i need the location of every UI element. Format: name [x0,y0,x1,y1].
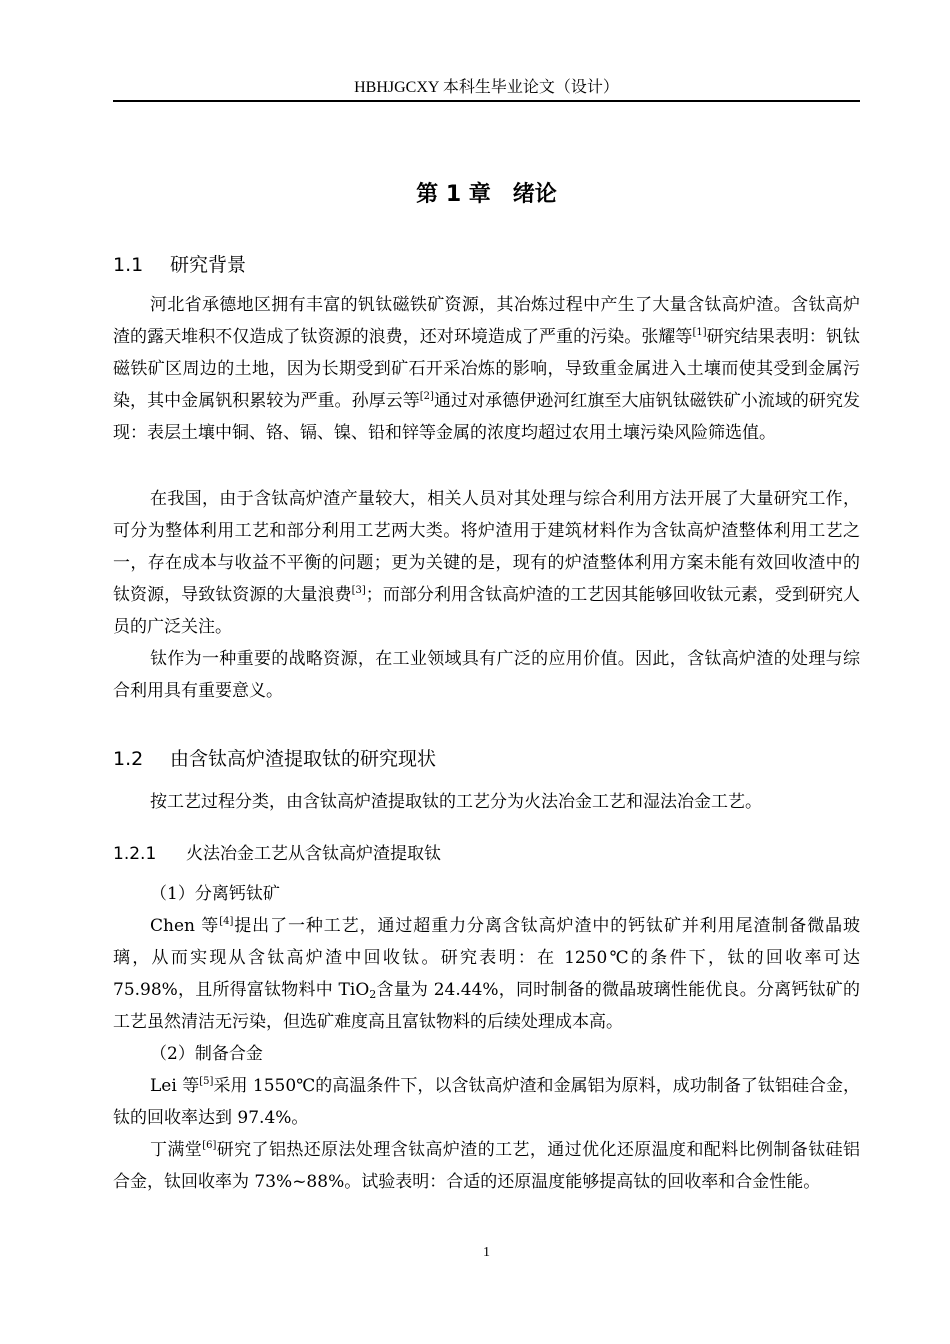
paragraph-lei [113,1070,860,1134]
text-run: 研究了铝热还原法处理含钛高炉渣的工艺，通过优化还原温度和配料比例制备钛硅铝合金，钛回收率为 73%~88%。试验表明：合适的还原温度能够提高钛的回收率和合金性能。 [113,1140,860,1192]
page-number: 1 [483,1245,490,1260]
subheading-alloy: （2）制备合金 [150,1044,263,1064]
text-run: 提出了一种工艺，通过超重力分离含钛高炉渣中的钙钛矿并利用尾渣制备微晶玻璃，从而实现从含钛高炉渣中回收钛。研究表明：在 1250℃的条件下，钛的回收率可达 75.98%，且所得富钛物料中 TiO [113,916,861,1000]
text-run: 河北省承德地区拥有丰富的钒钛磁铁矿资源，其冶炼过程中产生了大量含钛高炉渣。含钛高炉渣的露天堆积不仅造成了钛资源的浪费，还对环境造成了严重的污染。张耀等 [113,295,860,347]
section-number: 1.1 [113,254,144,276]
section-title: 火法冶金工艺从含钛高炉渣提取钛 [186,844,441,864]
text-run: Lei 等 [150,1076,200,1096]
subscript: 2 [369,988,377,1001]
text-run: 通过对承德伊逊河红旗至大庙钒钛磁铁矿小流域的研究发现：表层土壤中铜、铬、镉、镍、铅和锌等金属的浓度均超过农用土壤污染风险筛选值。 [113,391,860,443]
citation-ref: [3] [351,585,366,596]
section-heading-1-1 [113,252,246,278]
text-run: 含量为 24.44%，同时制备的微晶玻璃性能优良。分离钙钛矿的工艺虽然清洁无污染，但选矿难度高且富钛物料的后续处理成本高。 [113,980,860,1032]
citation-ref: [2] [419,391,434,402]
text-run: 采用 1550℃的高温条件下，以含钛高炉渣和金属铝为原料，成功制备了钛铝硅合金，钛的回收率达到 97.4%。 [113,1076,860,1128]
paragraph-background-3: 钛作为一种重要的战略资源，在工业领域具有广泛的应用价值。因此，含钛高炉渣的处理与综合利用具有重要意义。 [113,649,860,701]
section-heading-1-2-1 [113,842,441,866]
paragraph-status-intro: 按工艺过程分类，由含钛高炉渣提取钛的工艺分为火法冶金工艺和湿法冶金工艺。 [150,792,762,812]
section-heading-1-2 [113,746,436,772]
citation-ref: [5] [199,1076,214,1087]
paragraph-ding [113,1134,860,1198]
section-title: 研究背景 [170,254,247,276]
paragraph-chen [113,910,860,1038]
text-run: 研究结果表明：钒钛磁铁矿区周边的土地，因为长期受到矿石开采冶炼的影响，导致重金属进入土壤而使其受到金属污染，其中金属钒积累较为严重。孙厚云等 [113,327,861,411]
section-title: 由含钛高炉渣提取钛的研究现状 [170,748,437,770]
text-run: 丁满堂 [150,1140,203,1160]
running-header: HBHJGCXY 本科生毕业论文（设计） [354,79,619,96]
citation-ref: [4] [219,916,234,927]
section-number: 1.2.1 [113,844,157,864]
text-run: ；而部分利用含钛高炉渣的工艺因其能够回收钛元素，受到研究人员的广泛关注。 [113,585,860,637]
text-run: 在我国，由于含钛高炉渣产量较大，相关人员对其处理与综合利用方法开展了大量研究工作，可分为整体利用工艺和部分利用工艺两大类。将炉渣用于建筑材料作为含钛高炉渣整体利用工艺之一，存在成本与收益不平衡的问题；更为关键的是，现有的炉渣整体利用方案未能有效回收渣中的钛资源，导致钛资源的大量浪费 [113,489,860,605]
header-rule [113,100,860,102]
paragraph-background-2 [113,483,860,643]
citation-ref: [1] [692,327,707,338]
chapter-title: 第 1 章 绪论 [416,182,557,207]
text-run: Chen 等 [150,916,220,936]
paragraph-background-1 [113,289,860,449]
section-number: 1.2 [113,748,144,770]
subheading-perovskite: （1）分离钙钛矿 [150,884,280,904]
citation-ref: [6] [202,1140,217,1151]
